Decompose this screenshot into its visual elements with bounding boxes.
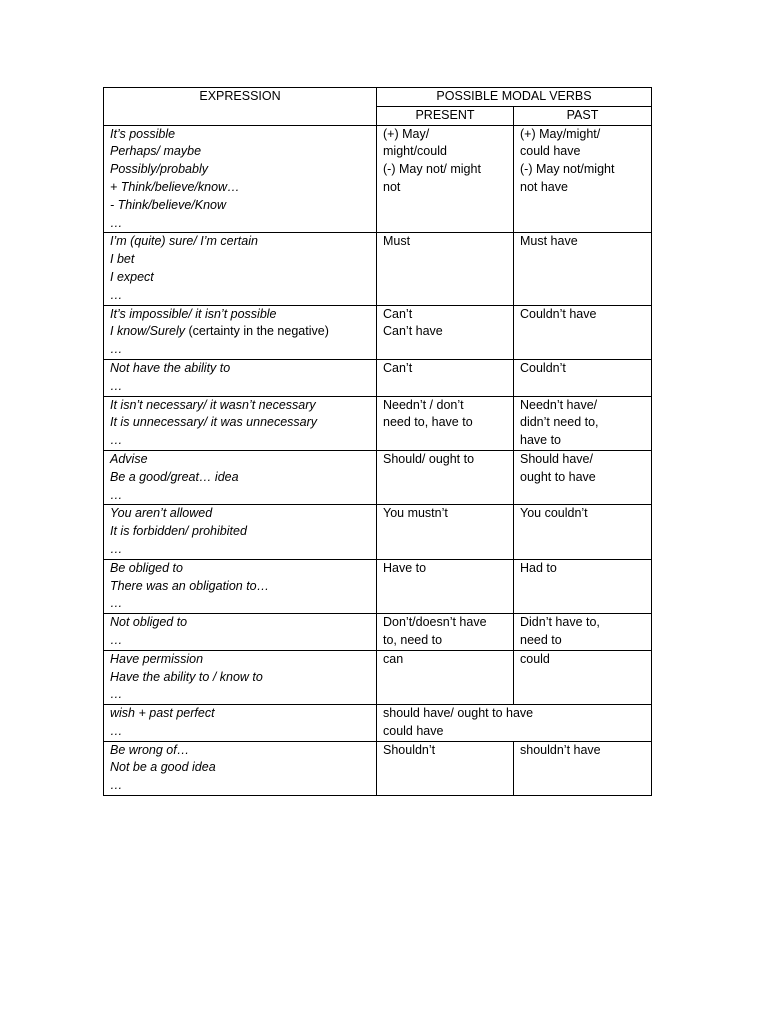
cell-line: need to, have to	[383, 415, 473, 430]
table-row	[104, 359, 652, 396]
cell-line: …	[110, 632, 123, 647]
cell-line: Needn’t have/	[520, 397, 598, 412]
cell-line: not have	[520, 179, 568, 194]
cell-line: You mustn’t	[383, 506, 448, 521]
expression-cell	[104, 233, 377, 305]
cell-line: Be wrong of…	[110, 742, 190, 757]
cell-line: can	[383, 651, 404, 666]
cell-line: Advise	[110, 451, 148, 466]
present-cell	[377, 505, 514, 559]
cell-line: …	[110, 487, 123, 502]
cell-line: Can’t	[383, 360, 413, 375]
past-cell	[514, 396, 652, 450]
cell-line: Possibly/probably	[110, 162, 208, 177]
cell-line: shouldn’t have	[520, 742, 601, 757]
table-row	[104, 559, 652, 613]
cell-line: Not be a good idea	[110, 760, 216, 775]
cell-line: …	[110, 687, 123, 702]
cell-line: …	[110, 215, 123, 230]
table-row	[104, 614, 652, 651]
cell-line: …	[110, 378, 123, 393]
cell-line: Have to	[383, 560, 427, 575]
cell-line: - Think/believe/Know	[110, 197, 227, 212]
expression-cell	[104, 705, 377, 742]
cell-line: to, need to	[383, 632, 443, 647]
expression-cell	[104, 359, 377, 396]
cell-line: + Think/believe/know…	[110, 179, 240, 194]
past-cell	[514, 650, 652, 704]
past-cell	[514, 505, 652, 559]
cell-line: Perhaps/ maybe	[110, 144, 202, 159]
modal-merged-cell	[377, 705, 652, 742]
header-past: PAST	[514, 106, 652, 125]
expression-cell	[104, 305, 377, 359]
present-cell	[377, 614, 514, 651]
cell-line: Shouldn’t	[383, 742, 436, 757]
cell-line: ought to have	[520, 469, 596, 484]
header-expression: EXPRESSION	[104, 88, 377, 126]
present-cell	[377, 741, 514, 795]
expression-cell	[104, 125, 377, 233]
cell-line: (+) May/	[383, 126, 430, 141]
header-row-1	[104, 88, 652, 107]
cell-line: I bet	[110, 252, 135, 267]
cell-line: Must	[383, 234, 411, 249]
header-present: PRESENT	[377, 106, 514, 125]
cell-line: Couldn’t have	[520, 306, 597, 321]
cell-line: Can’t	[383, 306, 413, 321]
cell-line: …	[110, 541, 123, 556]
present-cell	[377, 650, 514, 704]
header-possible-modal-verbs: POSSIBLE MODAL VERBS	[377, 88, 652, 107]
cell-line: You aren’t allowed	[110, 506, 213, 521]
cell-line: Be obliged to	[110, 560, 183, 575]
past-cell	[514, 450, 652, 504]
cell-line: could have	[520, 144, 581, 159]
table-row	[104, 450, 652, 504]
cell-line: I expect	[110, 269, 154, 284]
expression-cell	[104, 396, 377, 450]
cell-line: It is unnecessary/ it was unnecessary	[110, 415, 318, 430]
present-cell	[377, 305, 514, 359]
cell-line: …	[110, 433, 123, 448]
expression-cell	[104, 741, 377, 795]
cell-line: Have permission	[110, 651, 204, 666]
past-cell	[514, 305, 652, 359]
present-cell	[377, 125, 514, 233]
cell-line: might/could	[383, 144, 447, 159]
cell-line: You couldn’t	[520, 506, 588, 521]
cell-line: have to	[520, 433, 562, 448]
cell-line: (+) May/might/	[520, 126, 601, 141]
cell-line: …	[110, 778, 123, 793]
cell-line: …	[110, 287, 123, 302]
cell-line: Don’t/doesn’t have	[383, 615, 487, 630]
cell-line: It’s possible	[110, 126, 176, 141]
cell-line: It isn’t necessary/ it wasn’t necessary	[110, 397, 316, 412]
cell-line: Not obliged to	[110, 615, 188, 630]
table-row	[104, 305, 652, 359]
cell-line: Must have	[520, 234, 578, 249]
past-cell	[514, 614, 652, 651]
cell-line: Can’t have	[383, 324, 443, 339]
cell-line: should have/ ought to have	[383, 706, 534, 721]
cell-line: Be a good/great… idea	[110, 469, 239, 484]
table-row	[104, 650, 652, 704]
cell-line: Have the ability to / know to	[110, 669, 263, 684]
table-row	[104, 705, 652, 742]
cell-line: Not have the ability to	[110, 360, 231, 375]
present-cell	[377, 559, 514, 613]
expression-cell	[104, 505, 377, 559]
cell-line: There was an obligation to…	[110, 578, 270, 593]
past-cell	[514, 125, 652, 233]
cell-line: didn’t need to,	[520, 415, 599, 430]
cell-line: It is forbidden/ prohibited	[110, 524, 247, 539]
expression-cell	[104, 450, 377, 504]
cell-line: Had to	[520, 560, 557, 575]
table-row	[104, 396, 652, 450]
present-cell	[377, 359, 514, 396]
cell-line: Needn’t / don’t	[383, 397, 464, 412]
cell-line: Should have/	[520, 451, 593, 466]
table-row	[104, 125, 652, 233]
cell-line: Should/ ought to	[383, 451, 475, 466]
expression-cell	[104, 559, 377, 613]
past-cell	[514, 233, 652, 305]
cell-line: Didn’t have to,	[520, 615, 600, 630]
table-row	[104, 741, 652, 795]
past-cell	[514, 741, 652, 795]
cell-line: could have	[383, 723, 444, 738]
cell-line: could	[520, 651, 550, 666]
expression-cell	[104, 650, 377, 704]
present-cell	[377, 396, 514, 450]
expression-note: (certainty in the negative)	[185, 324, 329, 339]
cell-line: need to	[520, 632, 562, 647]
cell-line: …	[110, 596, 123, 611]
cell-line: wish + past perfect	[110, 706, 215, 721]
past-cell	[514, 559, 652, 613]
modal-verbs-table	[103, 87, 652, 796]
cell-line: (-) May not/might	[520, 162, 615, 177]
cell-line: I know/Surely (certainty in the negative)	[110, 324, 329, 339]
cell-line: I’m (quite) sure/ I’m certain	[110, 234, 258, 249]
cell-line: Couldn’t	[520, 360, 566, 375]
expression-cell	[104, 614, 377, 651]
cell-line: …	[110, 723, 123, 738]
cell-line: (-) May not/ might	[383, 162, 481, 177]
cell-line: It’s impossible/ it isn’t possible	[110, 306, 277, 321]
table-row	[104, 505, 652, 559]
cell-line: …	[110, 342, 123, 357]
past-cell	[514, 359, 652, 396]
table-row	[104, 233, 652, 305]
present-cell	[377, 450, 514, 504]
present-cell	[377, 233, 514, 305]
cell-line: not	[383, 179, 401, 194]
